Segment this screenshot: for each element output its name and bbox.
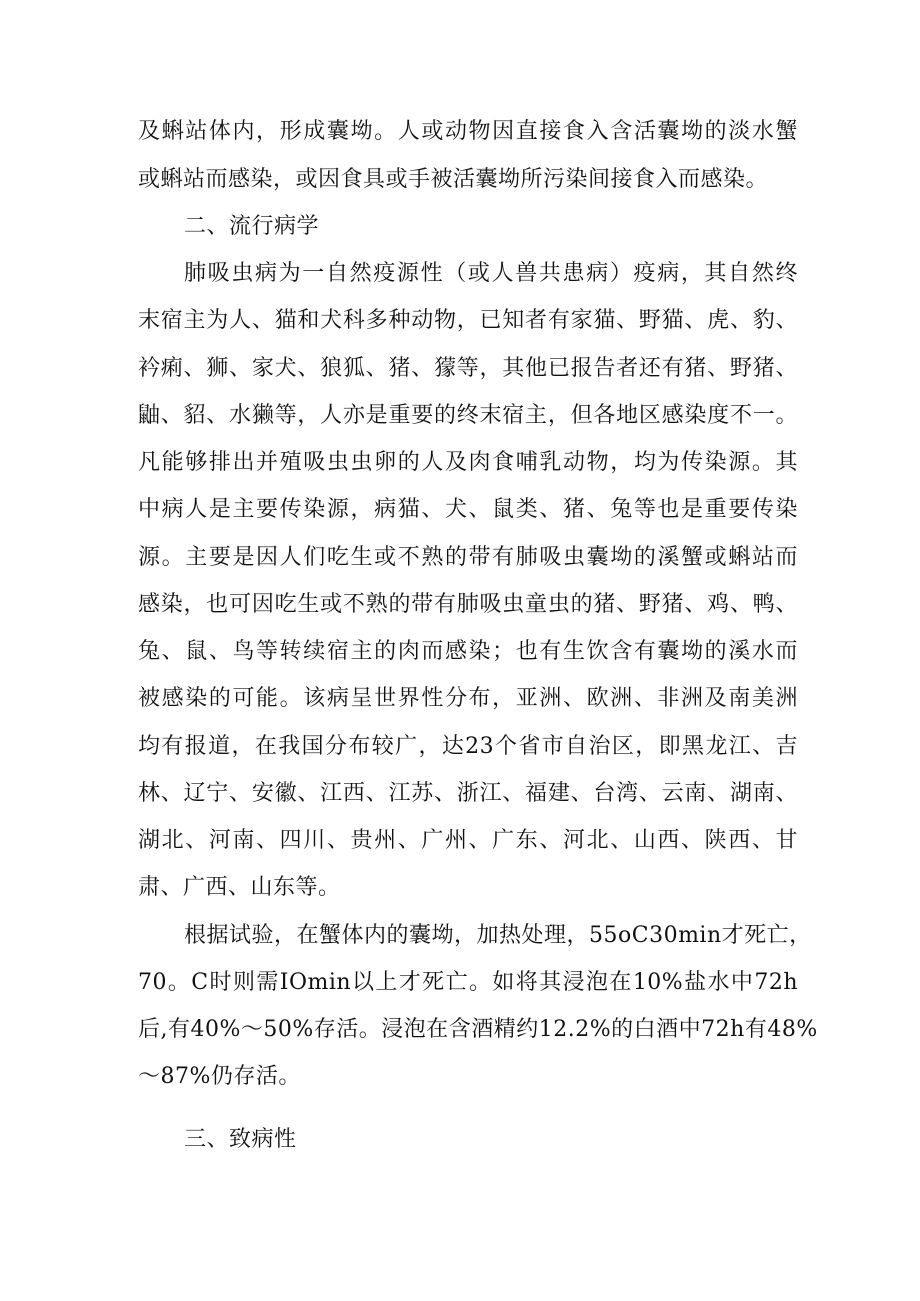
body-line: 衿痢、狮、家犬、狼狐、猪、獴等，其他已报告者还有猪、野猪、 (138, 356, 798, 381)
section-heading: 三、致病性 (184, 1127, 297, 1152)
body-line: 及蝌站体内，形成囊坳。人或动物因直接食入含活囊坳的淡水蟹 (138, 119, 798, 144)
body-line: 凡能够排出并殖吸虫虫卵的人及肉食哺乳动物，均为传染源。其 (138, 450, 798, 475)
body-line: 湖北、河南、四川、贵州、广州、广东、河北、山西、陕西、甘 (138, 828, 798, 853)
body-line: ～87%仍存活。 (138, 1064, 301, 1089)
body-line: 林、辽宁、安徽、江西、江苏、浙江、福建、台湾、云南、湖南、 (138, 781, 798, 806)
body-line: 均有报道，在我国分布较广，达23个省市自治区，即黑龙江、吉 (138, 734, 798, 759)
body-line: 或蝌站而感染，或因食具或手被活囊坳所污染间接食入而感染。 (138, 167, 769, 192)
body-line: 肃、广西、山东等。 (138, 875, 341, 900)
body-line: 根据试验，在蟹体内的囊坳，加热处理，55oC30min才死亡， (184, 923, 812, 948)
body-line: 兔、鼠、鸟等转续宿主的肉而感染；也有生饮含有囊坳的溪水而 (138, 639, 798, 664)
body-line: 源。主要是因人们吃生或不熟的带有肺吸虫囊坳的溪蟹或蝌站而 (138, 545, 798, 570)
body-line: 中病人是主要传染源，病猫、犬、鼠类、猪、兔等也是重要传染 (138, 497, 798, 522)
section-heading: 二、流行病学 (184, 214, 320, 239)
body-line: 末宿主为人、猫和犬科多种动物，已知者有家猫、野猫、虎、豹、 (138, 308, 798, 333)
body-line: 肺吸虫病为一自然疫源性（或人兽共患病）疫病，其自然终 (184, 261, 798, 286)
body-line: 70。C时则需IOmin以上才死亡。如将其浸泡在10%盐水中72h (138, 970, 798, 995)
body-line: 被感染的可能。该病呈世界性分布，亚洲、欧洲、非洲及南美洲 (138, 686, 798, 711)
body-line: 感染，也可因吃生或不熟的带有肺吸虫童虫的猪、野猪、鸡、鸭、 (138, 592, 798, 617)
body-line: 鼬、貂、水獭等，人亦是重要的终末宿主，但各地区感染度不一。 (138, 403, 798, 428)
body-line: 后,有40%～50%存活。浸泡在含酒精约12.2%的白酒中72h有48% (138, 1017, 818, 1042)
